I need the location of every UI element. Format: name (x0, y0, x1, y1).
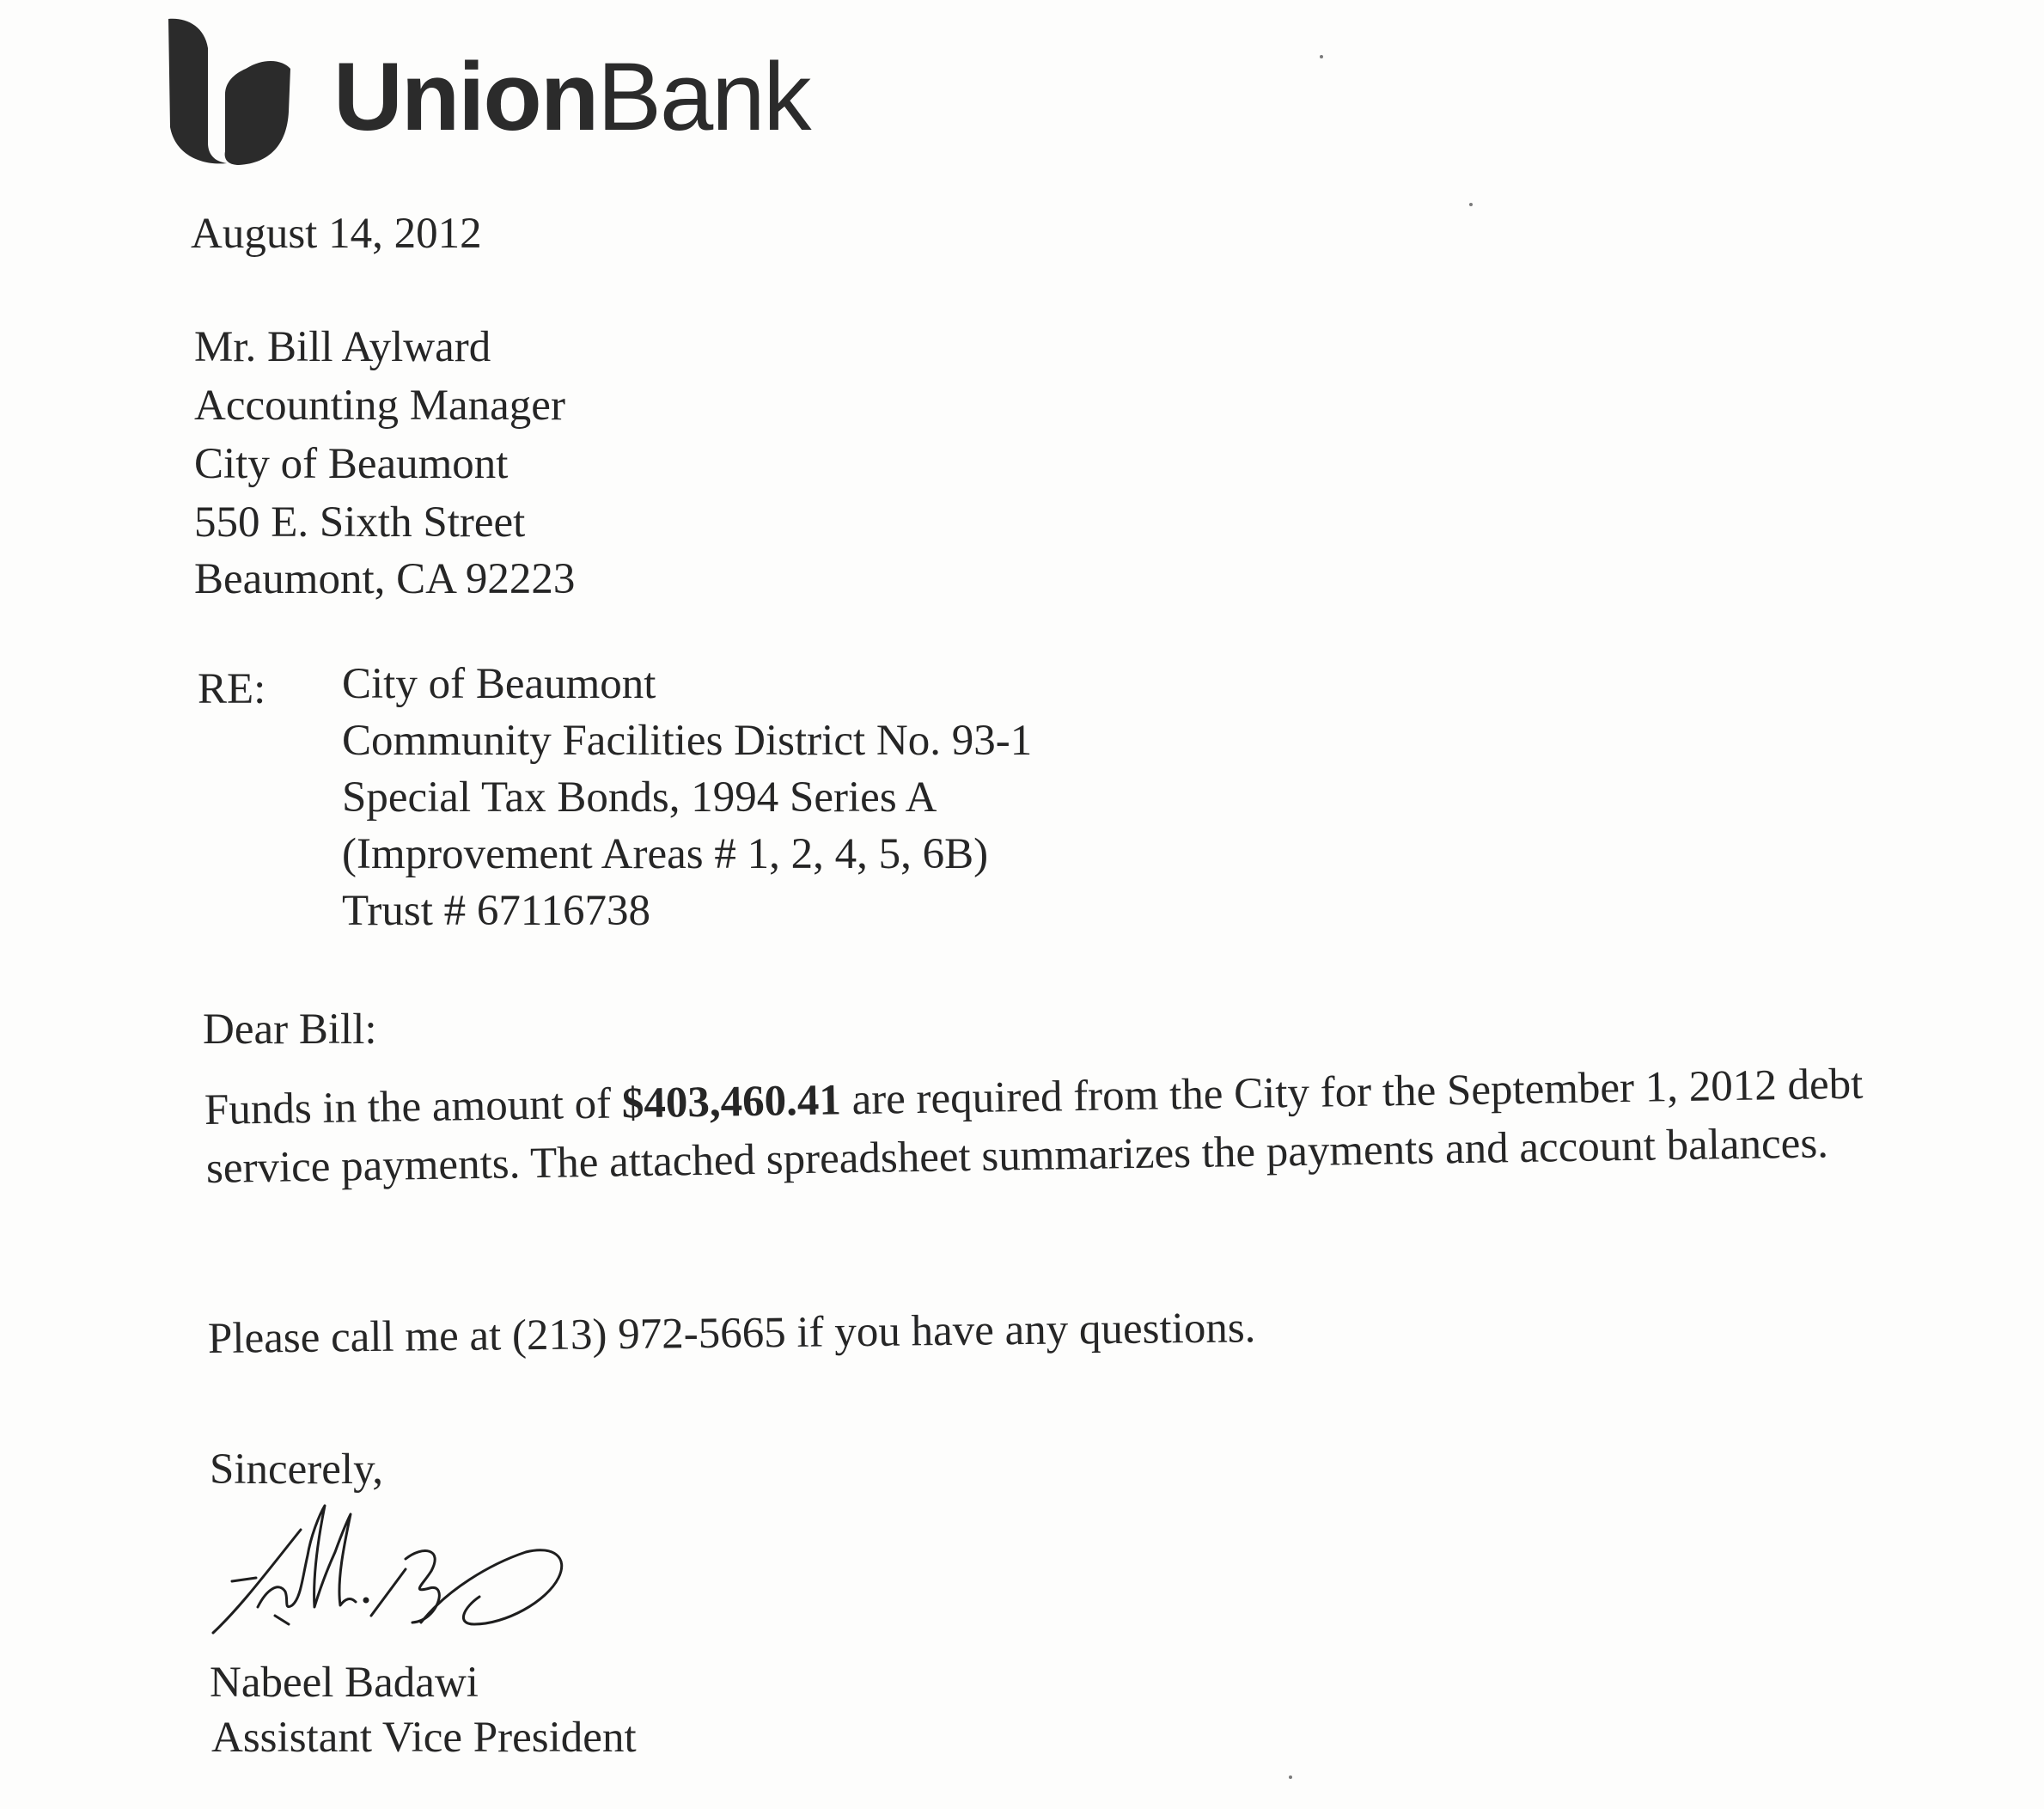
scan-speck (1469, 203, 1473, 206)
union-bank-logo-icon (163, 15, 292, 166)
body-text: Funds in the amount of (204, 1079, 623, 1134)
recipient-organization: City of Beaumont (194, 440, 509, 488)
salutation: Dear Bill: (203, 1005, 377, 1054)
body-paragraph-2: Please call me at (213) 972-5665 if you have any questions. (207, 1304, 1256, 1363)
closing: Sincerely, (210, 1445, 384, 1494)
brand-union: Union (333, 43, 598, 150)
letter-date: August 14, 2012 (191, 210, 482, 258)
recipient-city-state-zip: Beaumont, CA 92223 (194, 555, 576, 603)
scan-speck (1289, 1775, 1292, 1779)
body-text: are required from the City for the September 1, 2012 debt (840, 1060, 1864, 1125)
re-line: Trust # 67116738 (342, 887, 650, 935)
scan-speck (1320, 55, 1323, 58)
union-bank-logo (163, 15, 810, 166)
brand-bank: Bank (597, 43, 810, 150)
body-paragraph-1-line-2: service payments. The attached spreadsheet summarizes the payments and account balances. (205, 1119, 1829, 1193)
recipient-title: Accounting Manager (194, 382, 565, 430)
recipient-street: 550 E. Sixth Street (194, 498, 526, 547)
re-line: (Improvement Areas # 1, 2, 4, 5, 6B) (342, 830, 989, 878)
signer-name: Nabeel Badawi (210, 1659, 479, 1707)
required-amount: $403,460.41 (621, 1076, 842, 1128)
signer-title: Assistant Vice President (211, 1714, 637, 1762)
union-bank-wordmark (333, 41, 810, 152)
re-line: City of Beaumont (342, 660, 656, 708)
signature-icon (206, 1495, 584, 1659)
re-line: Community Facilities District No. 93-1 (342, 717, 1033, 765)
re-label: RE: (198, 665, 266, 713)
recipient-name: Mr. Bill Aylward (194, 323, 491, 371)
re-line: Special Tax Bonds, 1994 Series A (342, 773, 937, 822)
